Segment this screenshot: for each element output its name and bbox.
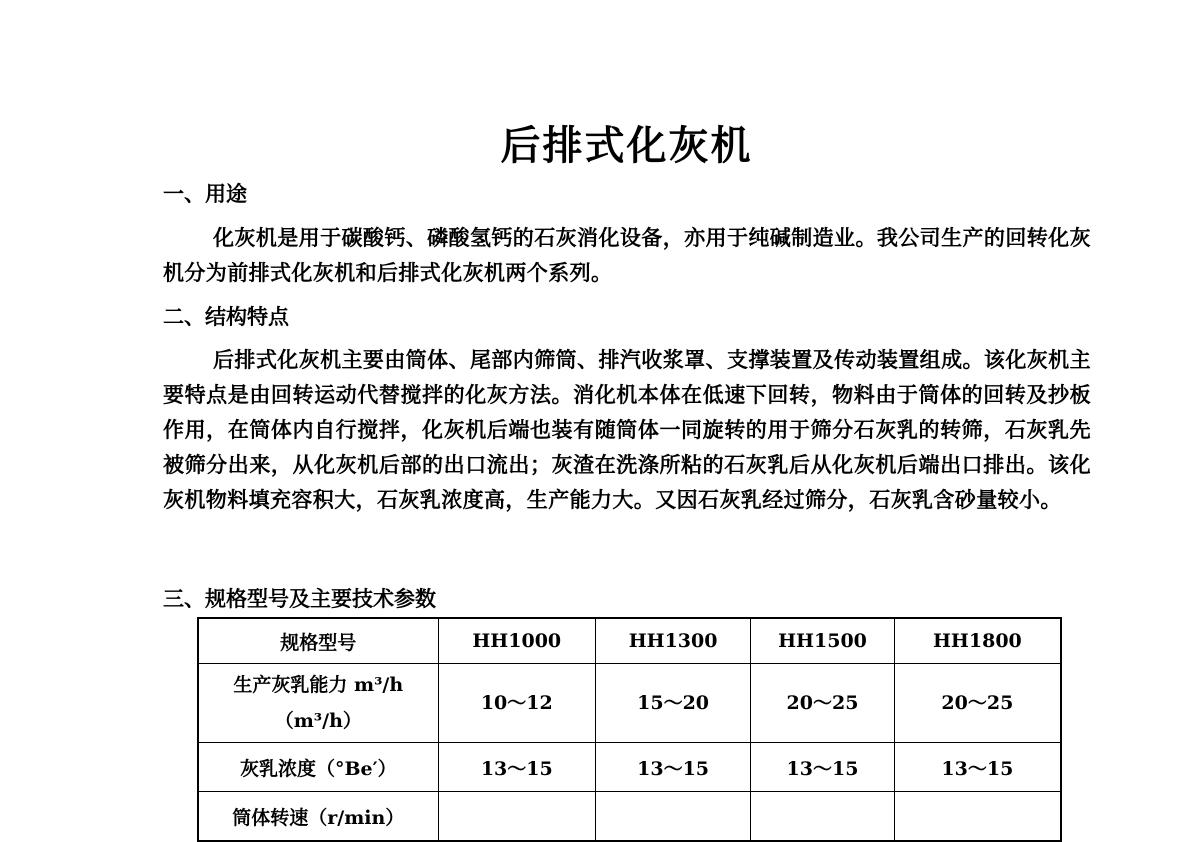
table-cell: 13～15 bbox=[894, 743, 1061, 792]
table-cell: 13～15 bbox=[438, 743, 595, 792]
table-cell bbox=[438, 792, 595, 842]
table-row-label-line: 生产灰乳能力 m³/h bbox=[233, 674, 404, 696]
table-cell bbox=[751, 792, 894, 842]
table-cell: 20～25 bbox=[894, 664, 1061, 743]
section-heading-specs: 三、规格型号及主要技术参数 bbox=[163, 586, 436, 611]
table-row bbox=[198, 743, 1061, 792]
table-cell: 20～25 bbox=[751, 664, 894, 743]
table-row-label: 筒体转速（r/min） bbox=[198, 792, 438, 842]
section-heading-structure: 二、结构特点 bbox=[163, 304, 289, 329]
table-cell: 10～12 bbox=[438, 664, 595, 743]
table-header-cell: HH1000 bbox=[438, 618, 595, 664]
document-title: 后排式化灰机 bbox=[500, 122, 753, 169]
table-row-label bbox=[198, 664, 438, 743]
table-cell: 13～15 bbox=[751, 743, 894, 792]
table-cell bbox=[894, 792, 1061, 842]
table-row-label-line: （m³/h） bbox=[274, 710, 362, 732]
table-header-row bbox=[198, 618, 1061, 664]
section-paragraph-structure: 后排式化灰机主要由筒体、尾部内筛筒、排汽收浆罩、支撑装置及传动装置组成。该化灰机主要特点是由回转运动代替搅拌的化灰方法。消化机本体在低速下回转，物料由于筒体的回转及抄板作用，在筒体内自行搅拌，化灰机后端也装有随筒体一同旋转的用于筛分石灰乳的转筛，石灰乳先被筛分出来，从化灰机后部的出口流出；灰渣在洗涤所粘的石灰乳后从化灰机后端出口排出。该化灰机物料填充容积大，石灰乳浓度高，生产能力大。又因石灰乳经过筛分，石灰乳含砂量较小。 bbox=[163, 347, 1091, 512]
table-header-cell: HH1500 bbox=[751, 618, 894, 664]
table-cell bbox=[595, 792, 750, 842]
table-header-cell: 规格型号 bbox=[198, 618, 438, 664]
section-heading-usage: 一、用途 bbox=[163, 181, 247, 206]
table-row bbox=[198, 664, 1061, 743]
table-row bbox=[198, 792, 1061, 842]
table-header-cell: HH1300 bbox=[595, 618, 750, 664]
table-cell: 15～20 bbox=[595, 664, 750, 743]
table-row-label: 灰乳浓度（°Be′） bbox=[198, 743, 438, 792]
section-paragraph-usage: 化灰机是用于碳酸钙、磷酸氢钙的石灰消化设备，亦用于纯碱制造业。我公司生产的回转化灰机分为前排式化灰机和后排式化灰机两个系列。 bbox=[163, 225, 1091, 285]
spec-table bbox=[197, 617, 1062, 842]
table-header-cell: HH1800 bbox=[894, 618, 1061, 664]
table-cell: 13～15 bbox=[595, 743, 750, 792]
